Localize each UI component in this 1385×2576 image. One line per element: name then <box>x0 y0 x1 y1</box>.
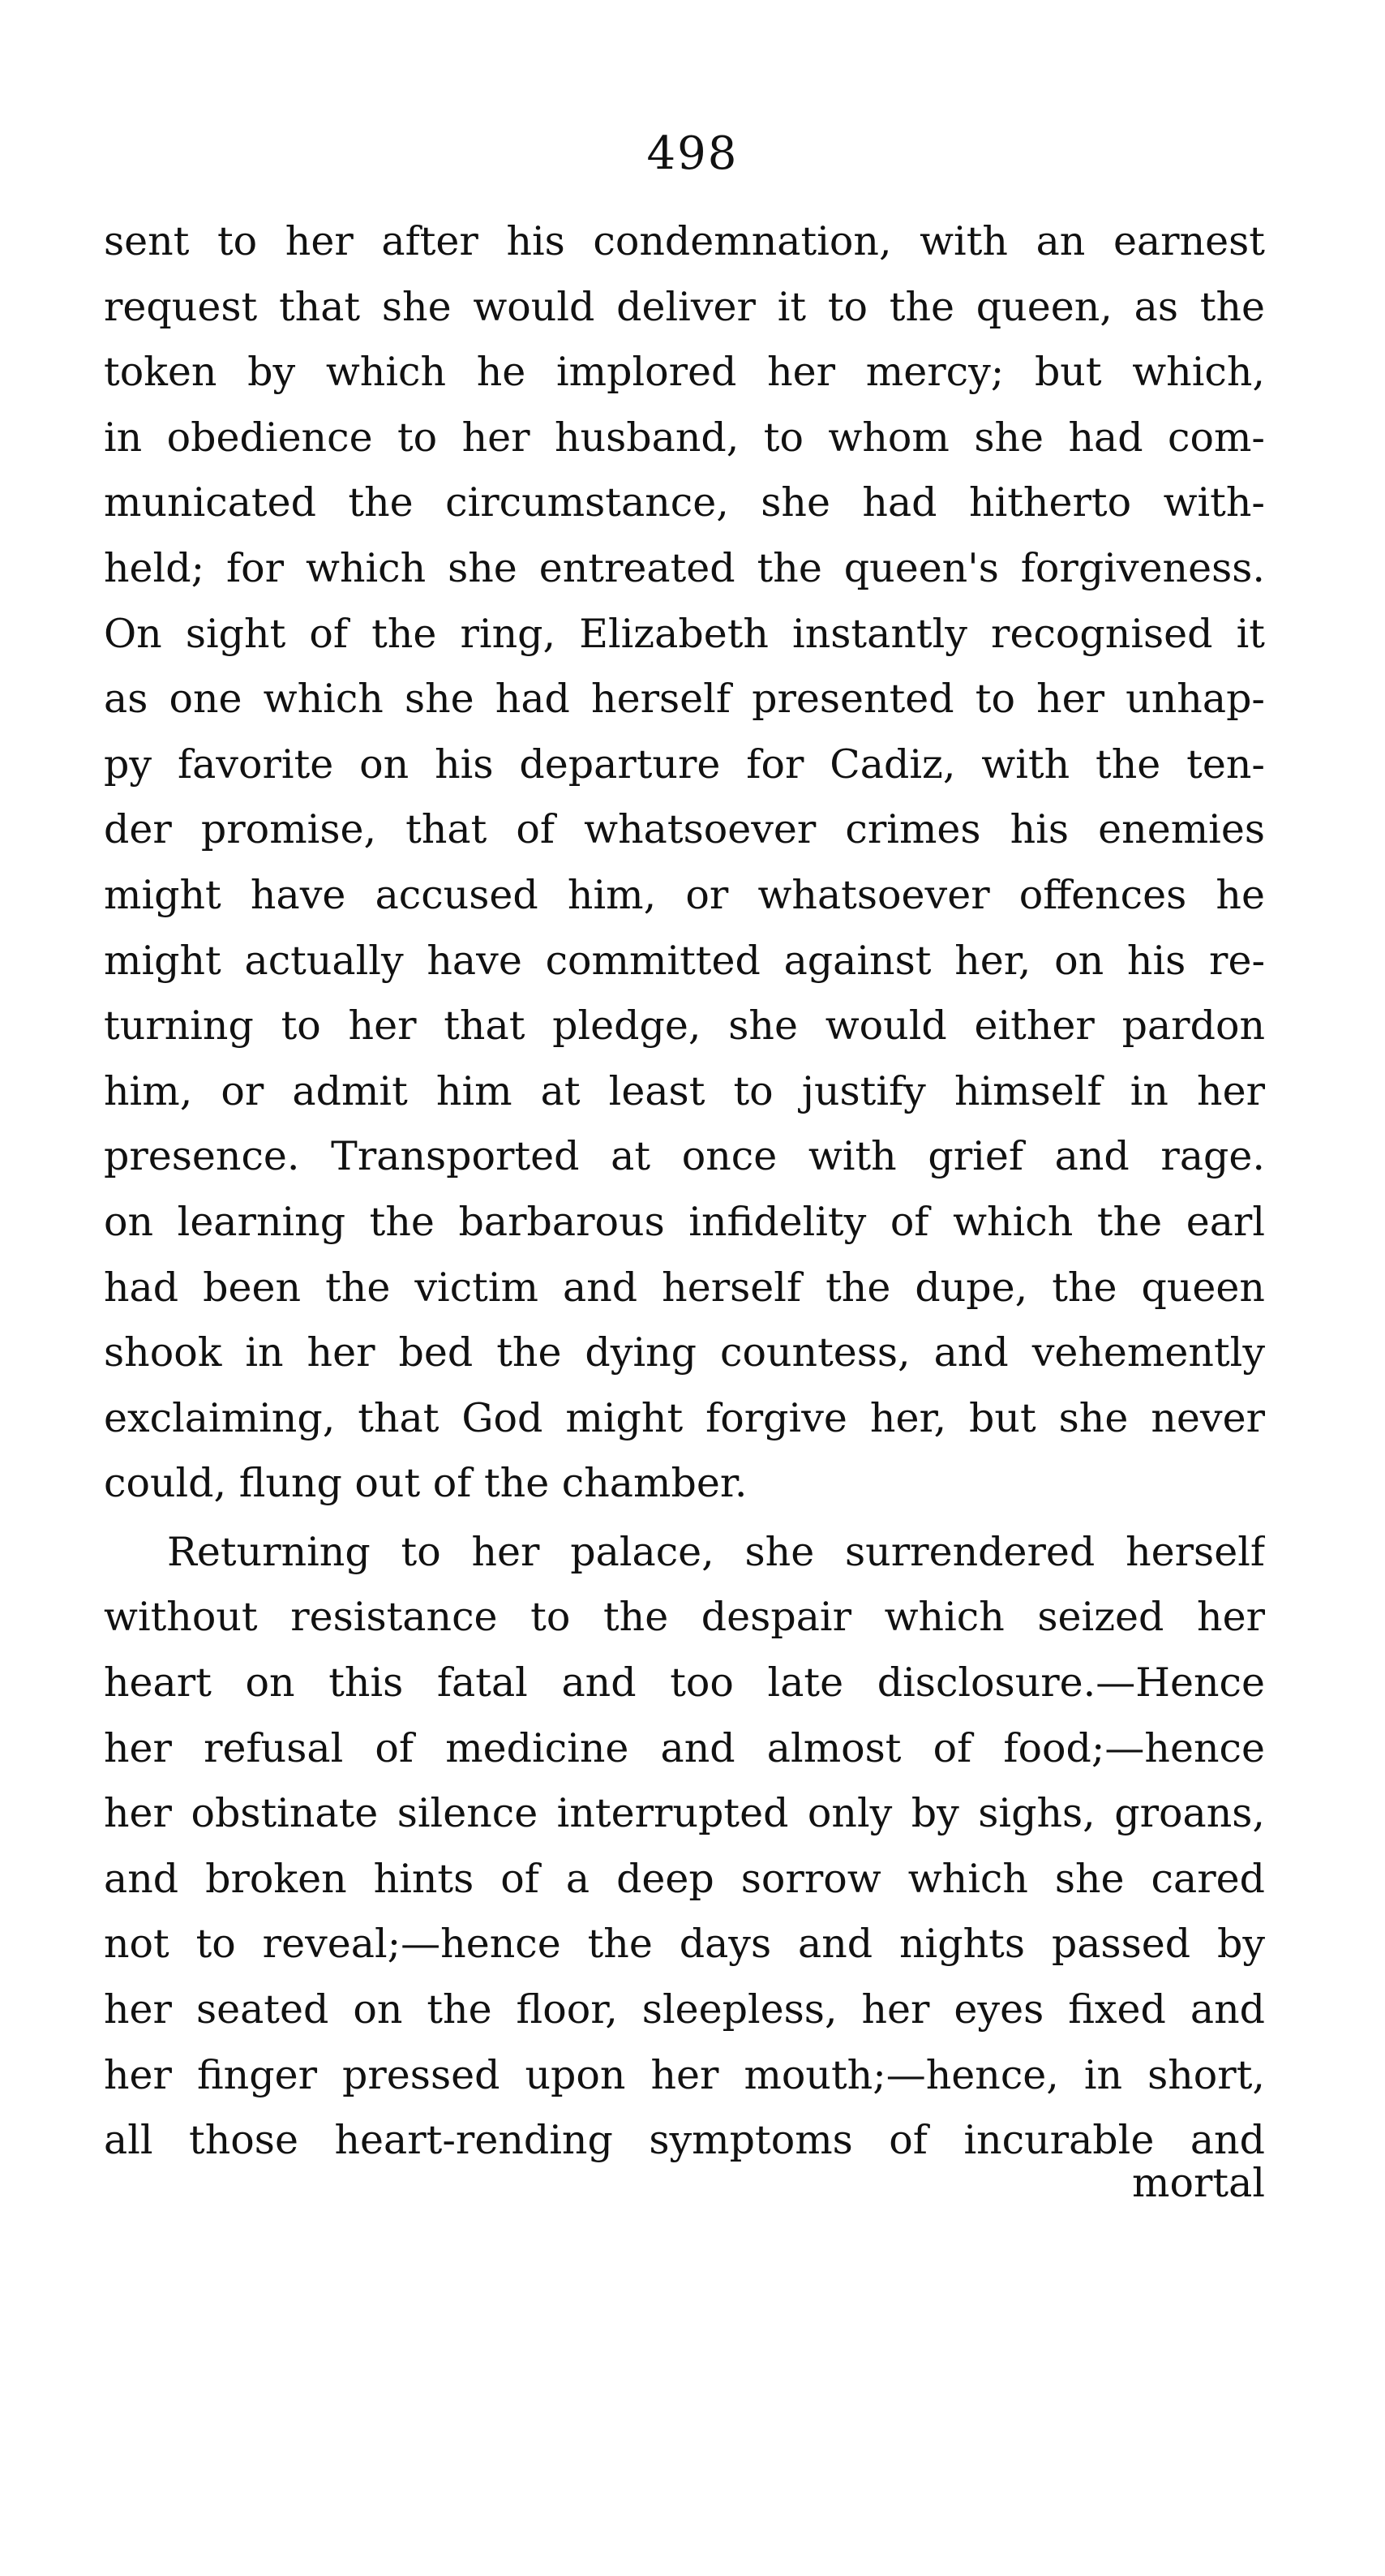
text-line: sent to her after his condemnation, with an earnest <box>104 218 1265 264</box>
text-line: held; for which she entreated the queen's forgiveness. <box>104 544 1265 591</box>
text-line: Returning to her palace, she surrendered herself <box>167 1528 1265 1575</box>
text-line: municated the circumstance, she had hitherto with- <box>104 479 1265 526</box>
text-line: him, or admit him at least to justify himself in her <box>104 1067 1265 1114</box>
text-line: in obedience to her husband, to whom she had com- <box>104 414 1265 461</box>
text-line: her finger pressed upon her mouth;—hence, in short, <box>104 2051 1265 2098</box>
text-line: could, flung out of the chamber. <box>104 1460 748 1507</box>
text-line: py favorite on his departure for Cadiz, with the ten- <box>104 741 1265 788</box>
text-line: heart on this fatal and too late disclosure.—Hence <box>104 1659 1265 1707</box>
text-line: not to reveal;—hence the days and nights passed by <box>104 1921 1265 1968</box>
text-line: had been the victim and herself the dupe, the queen <box>104 1264 1265 1311</box>
text-line: her refusal of medicine and almost of food;—hence <box>104 1724 1265 1771</box>
text-line: her seated on the floor, sleepless, her eyes fixed and <box>104 1986 1265 2033</box>
text-line: der promise, that of whatsoever crimes his enemies <box>104 806 1265 853</box>
text-line: and broken hints of a deep sorrow which she cared <box>104 1855 1265 1902</box>
text-line: request that she would deliver it to the queen, as the <box>104 283 1265 330</box>
text-line: shook in her bed the dying countess, and vehemently <box>104 1329 1265 1376</box>
text-line: on learning the barbarous infidelity of which the earl <box>104 1198 1265 1245</box>
text-line: all those heart-rending symptoms of incurable and <box>104 2117 1265 2164</box>
text-line: without resistance to the despair which seized her <box>104 1594 1265 1641</box>
text-line: exclaiming, that God might forgive her, but she never <box>104 1394 1265 1441</box>
text-line: turning to her that pledge, she would either pardon <box>104 1002 1265 1050</box>
paragraph-2 <box>104 1520 1265 2174</box>
text-line: might have accused him, or whatsoever offences he <box>104 871 1265 918</box>
text-line: her obstinate silence interrupted only by sighs, groans, <box>104 1790 1265 1837</box>
catchword: mortal <box>1132 2160 1265 2206</box>
text-line: presence. Transported at once with grief and rage. <box>104 1133 1265 1180</box>
text-line: token by which he implored her mercy; but which, <box>104 349 1265 396</box>
page-number: 498 <box>646 127 739 180</box>
text-line: On sight of the ring, Elizabeth instantly recognised it <box>104 610 1265 657</box>
text-line: might actually have committed against her, on his re- <box>104 937 1265 984</box>
paragraph-1 <box>104 209 1265 1517</box>
text-line: as one which she had herself presented to her unhap- <box>104 676 1265 723</box>
body-text <box>104 209 1265 2174</box>
